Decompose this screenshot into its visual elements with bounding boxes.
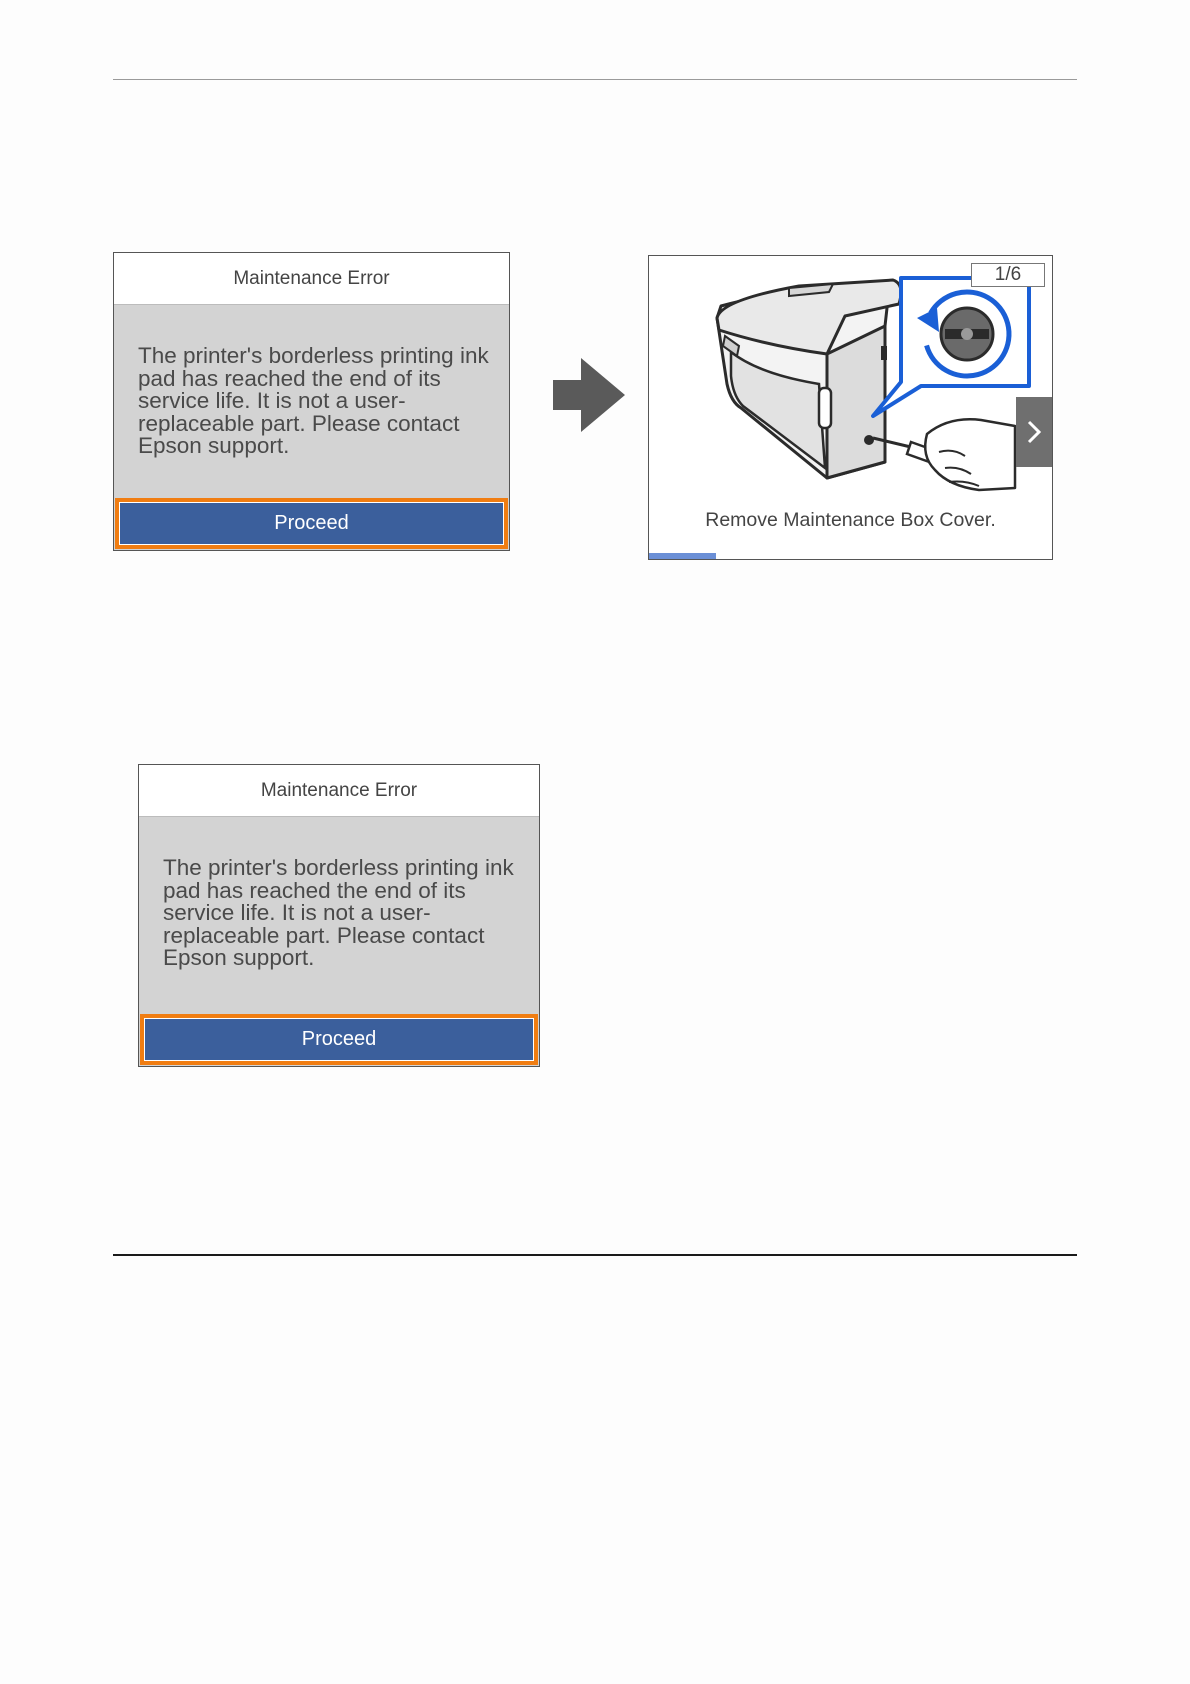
proceed-button[interactable]: Proceed <box>119 502 504 545</box>
progress-bar <box>649 553 1052 559</box>
next-button[interactable] <box>1016 397 1052 467</box>
section-rule <box>113 1254 1077 1256</box>
proceed-highlight <box>140 1014 538 1065</box>
screen-title: Maintenance Error <box>114 253 509 305</box>
printer-illustration <box>649 256 1052 501</box>
error-message: The printer's borderless printing ink pad has reached the end of its service life. It is not a user- replaceable part. Please contact Epson support. <box>163 855 514 970</box>
maintenance-error-screen <box>113 252 510 551</box>
proceed-highlight <box>115 498 508 549</box>
arrow-right-icon <box>553 358 625 432</box>
screen-title: Maintenance Error <box>139 765 539 817</box>
chevron-right-icon <box>1026 419 1042 445</box>
maintenance-guide-screen <box>648 255 1053 560</box>
guide-caption: Remove Maintenance Box Cover. <box>705 509 996 531</box>
progress-fill <box>649 553 716 559</box>
header-rule <box>113 79 1077 80</box>
proceed-button[interactable]: Proceed <box>144 1018 534 1061</box>
step-counter: 1/6 <box>971 263 1045 287</box>
maintenance-error-screen <box>138 764 540 1067</box>
error-message: The printer's borderless printing ink pad has reached the end of its service life. It is not a user- replaceable part. Please contact Epson support. <box>138 343 489 458</box>
